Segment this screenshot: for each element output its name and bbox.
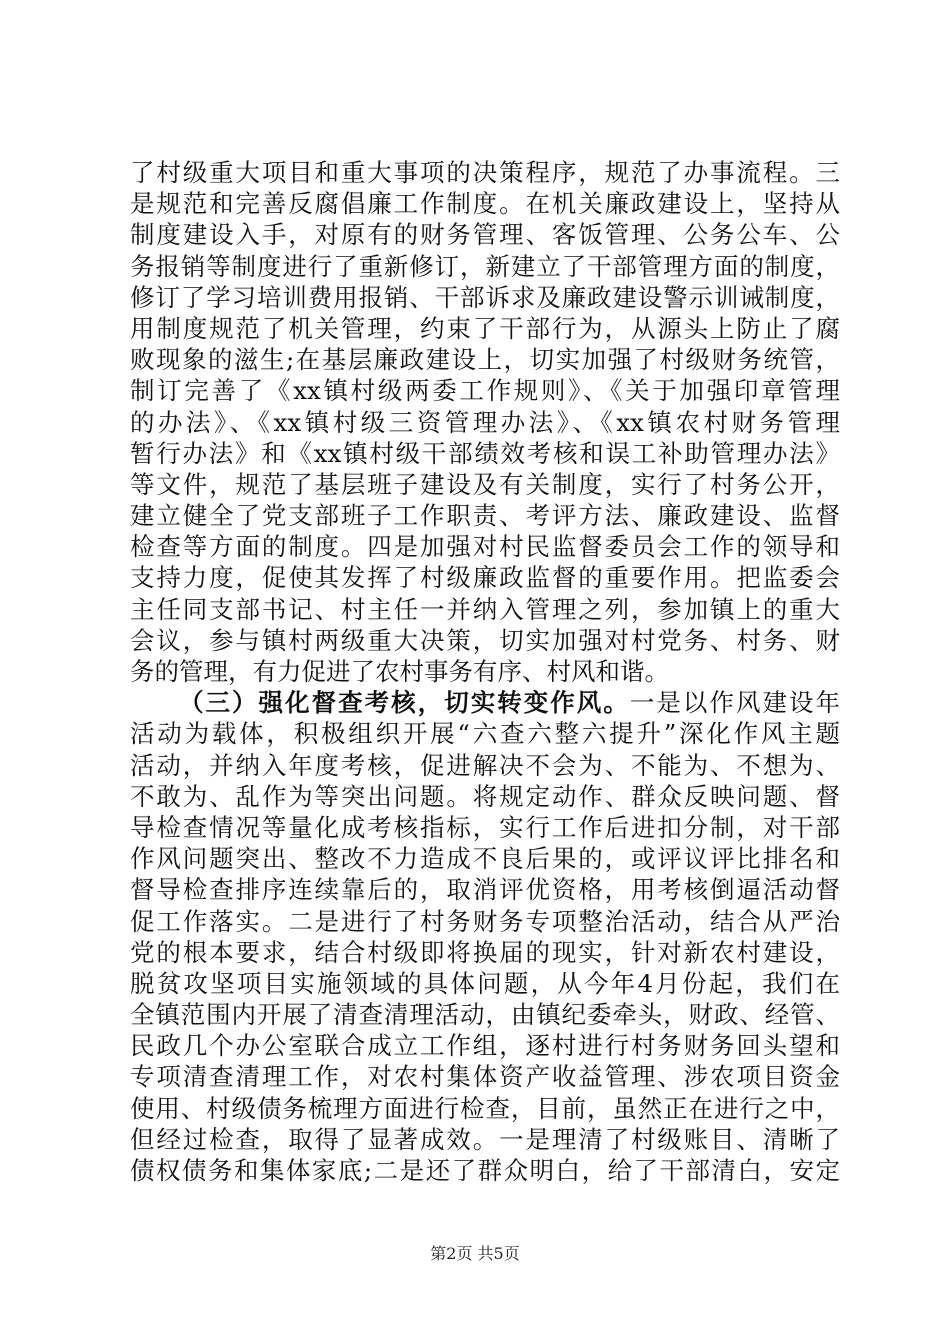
text-line: 检查等方面的制度。四是加强对村民监督委员会工作的领导和 xyxy=(130,532,840,562)
text-line: 主任同支部书记、村主任一并纳入管理之列，参加镇上的重大 xyxy=(130,594,840,624)
text-line: 暂行办法》和《xx镇村级干部绩效考核和误工补助管理办法》 xyxy=(130,438,840,468)
text-line: 活动，并纳入年度考核，促进解决不会为、不能为、不想为、 xyxy=(130,750,840,780)
text-line: 债权债务和集体家底;二是还了群众明白，给了干部清白，安定 xyxy=(130,1156,840,1185)
text-line: 支持力度，促使其发挥了村级廉政监督的重要作用。把监委会 xyxy=(130,563,840,593)
text-line: 制度建设入手，对原有的财务管理、客饭管理、公务公车、公 xyxy=(130,220,840,250)
text-line: 但经过检查，取得了显著成效。一是理清了村级账目、清晰了 xyxy=(130,1124,840,1154)
text-line: 党的根本要求，结合村级即将换届的现实，针对新农村建设， xyxy=(130,937,840,967)
document-body xyxy=(130,157,840,1186)
text-line: 等文件，规范了基层班子建设及有关制度，实行了村务公开， xyxy=(130,469,840,499)
text-line: 败现象的滋生;在基层廉政建设上，切实加强了村级财务统管， xyxy=(130,345,840,375)
text-line: 建立健全了党支部班子工作职责、考评方法、廉政建设、监督 xyxy=(130,501,840,531)
text-line: 督导检查排序连续靠后的，取消评优资格，用考核倒逼活动督 xyxy=(130,875,840,905)
text-line: 用制度规范了机关管理，约束了干部行为，从源头上防止了腐 xyxy=(130,313,840,343)
text-line: 导检查情况等量化成考核指标，实行工作后进扣分制，对干部 xyxy=(130,812,840,842)
text-line: 全镇范围内开展了清查清理活动，由镇纪委牵头，财政、经管、 xyxy=(130,1000,840,1030)
page-number-footer: 第2页 共5页 xyxy=(430,1244,520,1263)
text-line: 制订完善了《xx镇村级两委工作规则》、《关于加强印章管理 xyxy=(130,376,840,406)
text-line: 务的管理，有力促进了农村事务有序、村风和谐。 xyxy=(130,657,669,686)
paragraph-supervision xyxy=(130,687,840,1186)
text-line: 专项清查清理工作，对农村集体资产收益管理、涉农项目资金 xyxy=(130,1062,840,1092)
text-line: 务报销等制度进行了重新修订，新建立了干部管理方面的制度， xyxy=(130,251,840,281)
text-line: 使用、村级债务梳理方面进行检查，目前，虽然正在进行之中， xyxy=(130,1093,840,1123)
text-line: 民政几个办公室联合成立工作组，逐村进行村务财务回头望和 xyxy=(130,1031,840,1061)
text-line: 活动为载体，积极组织开展“六查六整六提升”深化作风主题 xyxy=(130,719,840,749)
section-heading: （三）强化督查考核，切实转变作风。 xyxy=(179,688,630,718)
text-run: 一是以作风建设年 xyxy=(629,688,841,718)
text-line: 会议，参与镇村两级重大决策，切实加强对村党务、村务、财 xyxy=(130,625,840,655)
text-line: 了村级重大项目和重大事项的决策程序，规范了办事流程。三 xyxy=(130,158,840,187)
text-line: 脱贫攻坚项目实施领域的具体问题，从今年4月份起，我们在 xyxy=(130,968,840,998)
text-line: 不敢为、乱作为等突出问题。将规定动作、群众反映问题、督 xyxy=(130,781,840,811)
text-line: 促工作落实。二是进行了村务财务专项整治活动，结合从严治 xyxy=(130,906,840,936)
text-line: 的办法》、《xx镇村级三资管理办法》、《xx镇农村财务管理 xyxy=(130,407,840,437)
text-line: 修订了学习培训费用报销、干部诉求及廉政建设警示训诫制度， xyxy=(130,282,840,312)
section-heading-line xyxy=(130,687,840,718)
text-line: 作风问题突出、整改不力造成不良后果的，或评议评比排名和 xyxy=(130,844,840,874)
text-line: 是规范和完善反腐倡廉工作制度。在机关廉政建设上，坚持从 xyxy=(130,189,840,219)
paragraph-village-system xyxy=(130,157,840,687)
